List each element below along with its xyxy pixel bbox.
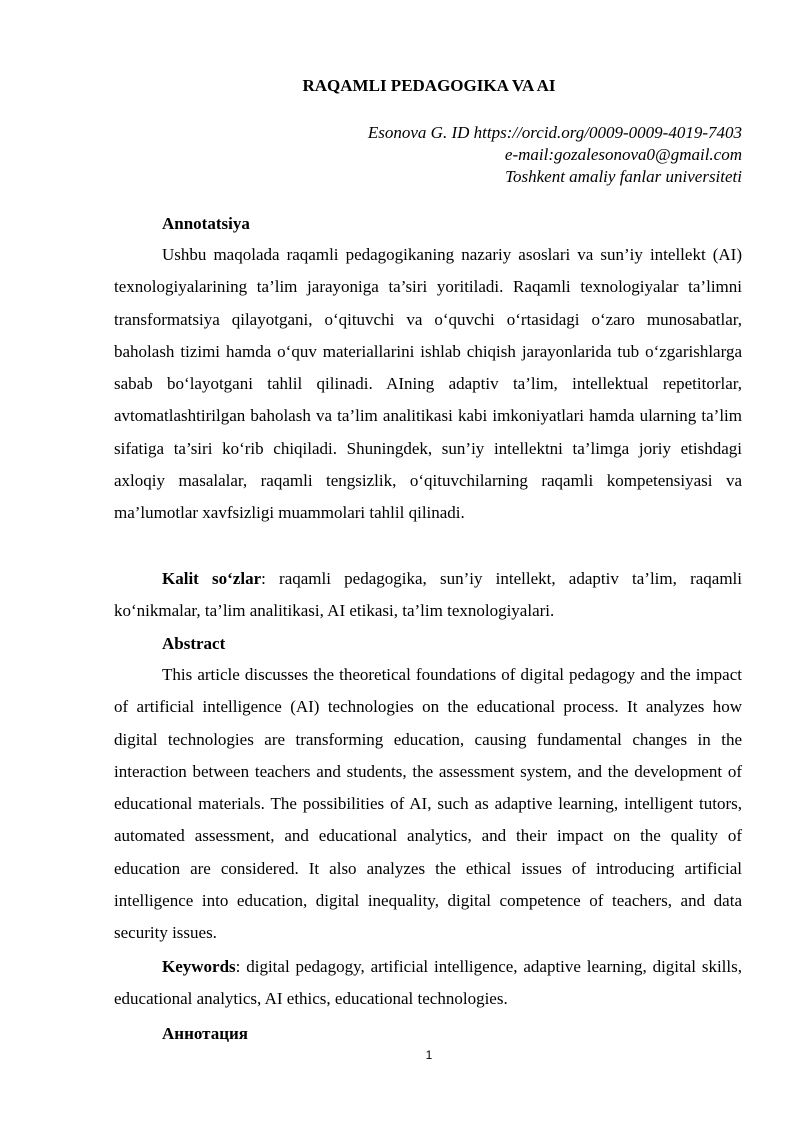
paper-title: RAQAMLI PEDAGOGIKA VA AI: [302, 76, 556, 95]
abstract-text: This article discusses the theoretical foundations of digital pedagogy and the impact of artificial intelligence (AI) technologies on the educational process. It analyzes how digital technologies are transforming education, causing fundamental changes in the interaction between teachers and students, the assessment system, and the development of educational materials. The possibilities of AI, such as adaptive learning, intelligent tutors, automated assessment, and educational analytics, and their impact on the quality of education are considered. It also analyzes the ethical issues of introducing artificial intelligence into education, digital inequality, digital competence of teachers, and data security issues.: [114, 665, 742, 943]
abstract-keywords: [114, 951, 742, 1016]
page-number: 1: [425, 1048, 433, 1062]
annotatsiya-ru-heading: Аннотация: [162, 1024, 248, 1043]
annotatsiya-keywords-label: Kalit so‘zlar: [162, 569, 262, 588]
author-id-line: Esonova G. ID https://orcid.org/0009-0009-4019-7403: [367, 123, 742, 142]
author-affiliation-line: Toshkent amaliy fanlar universiteti: [505, 167, 742, 186]
annotatsiya-text: Ushbu maqolada raqamli pedagogikaning nazariy asoslari va sun’iy intellekt (AI) texnologiyalarining ta’lim jarayoniga ta’siri yoritiladi. Raqamli texnologiyalar ta’limni transformatsiya qilayotgani, o‘qituvchi va o‘quvchi o‘rtasidagi o‘zaro munosabatlar, baholash tizimi hamda o‘quv materiallarini ishlab chiqish jarayonlarida tub o‘zgarishlarga sabab bo‘layotgani tahlil qilinadi. AIning adaptiv ta’lim, intellektual repetitorlar, avtomatlashtirilgan baholash va ta’lim analitikasi kabi imkoniyatlari hamda ularning ta’lim sifatiga ta’siri ko‘rib chiqiladi. Shuningdek, sun’iy intellektni ta’limga joriy etishdagi axloqiy masalalar, raqamli tengsizlik, o‘qituvchilarning raqamli kompetensiyasi va ma’lumotlar xavfsizligi muammolari tahlil qilinadi.: [114, 245, 742, 523]
abstract-heading: Abstract: [162, 634, 226, 653]
abstract-keywords-text: : digital pedagogy, artificial intelligence, adaptive learning, digital skills, educational analytics, AI ethics, educational technologies.: [114, 957, 742, 1009]
abstract-keywords-label: Keywords: [162, 957, 236, 976]
annotatsiya-keywords-text: : raqamli pedagogika, sun’iy intellekt, adaptiv ta’lim, raqamli ko‘nikmalar, ta’lim analitikasi, AI etikasi, ta’lim texnologiyalari.: [114, 569, 742, 621]
annotatsiya-heading: Annotatsiya: [162, 214, 250, 233]
annotatsiya-keywords: [114, 563, 742, 628]
author-email-line: e-mail:gozalesonova0@gmail.com: [504, 145, 742, 164]
author-block: [368, 122, 742, 188]
